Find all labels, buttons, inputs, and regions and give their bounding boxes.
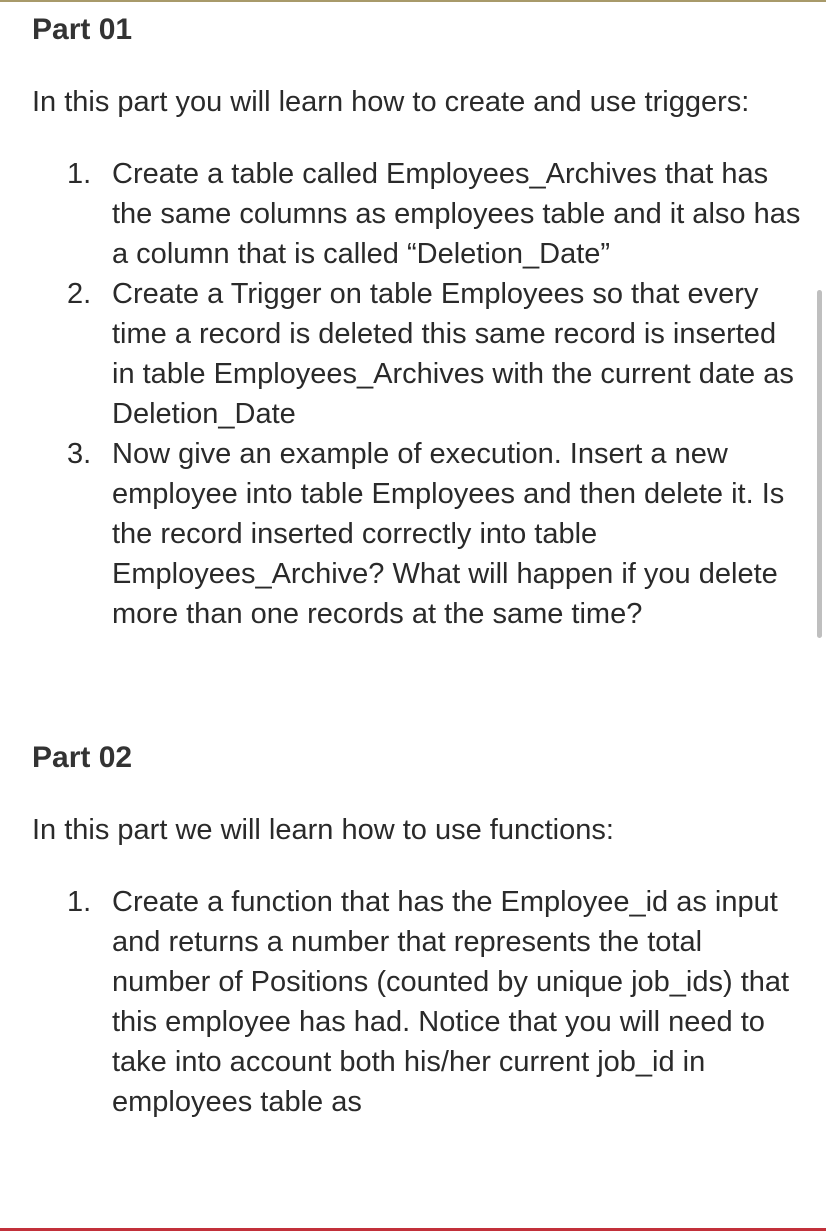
- part-02-heading: Part 02: [32, 741, 133, 774]
- list-item: [32, 434, 802, 634]
- list-item: [32, 154, 802, 274]
- document-content: [32, 10, 802, 1122]
- part-01-heading: Part 01: [32, 13, 133, 46]
- list-item-number: 1.: [67, 158, 92, 190]
- part-02-task-list: [32, 882, 802, 1122]
- list-item-number: 1.: [67, 886, 92, 918]
- list-item-number: 2.: [67, 278, 92, 310]
- part-02-intro: In this part we will learn how to use functions:: [32, 814, 614, 846]
- part-01-task-list: [32, 154, 802, 634]
- list-item: [32, 274, 802, 434]
- vertical-scrollbar[interactable]: [817, 290, 822, 638]
- list-item-text: Now give an example of execution. Insert a new employee into table Employees and then delete it. Is the record inserted correctly into table Employees_Archive? What will happen if you delete more than one records at the same time?: [112, 438, 785, 630]
- top-border: [0, 0, 826, 2]
- list-item: [32, 882, 802, 1122]
- part-01-intro: In this part you will learn how to create and use triggers:: [32, 86, 750, 118]
- list-item-text: Create a function that has the Employee_id as input and returns a number that represents the total number of Positions (counted by unique job_ids) that this employee has had. Notice that you will need to take into account both his/her current job_id in employees table as: [112, 886, 790, 1118]
- list-item-number: 3.: [67, 438, 92, 470]
- list-item-text: Create a Trigger on table Employees so that every time a record is deleted this same record is inserted in table Employees_Archives with the current date as Deletion_Date: [112, 278, 794, 430]
- list-item-text: Create a table called Employees_Archives that has the same columns as employees table and it also has a column that is called “Deletion_Date”: [112, 158, 801, 270]
